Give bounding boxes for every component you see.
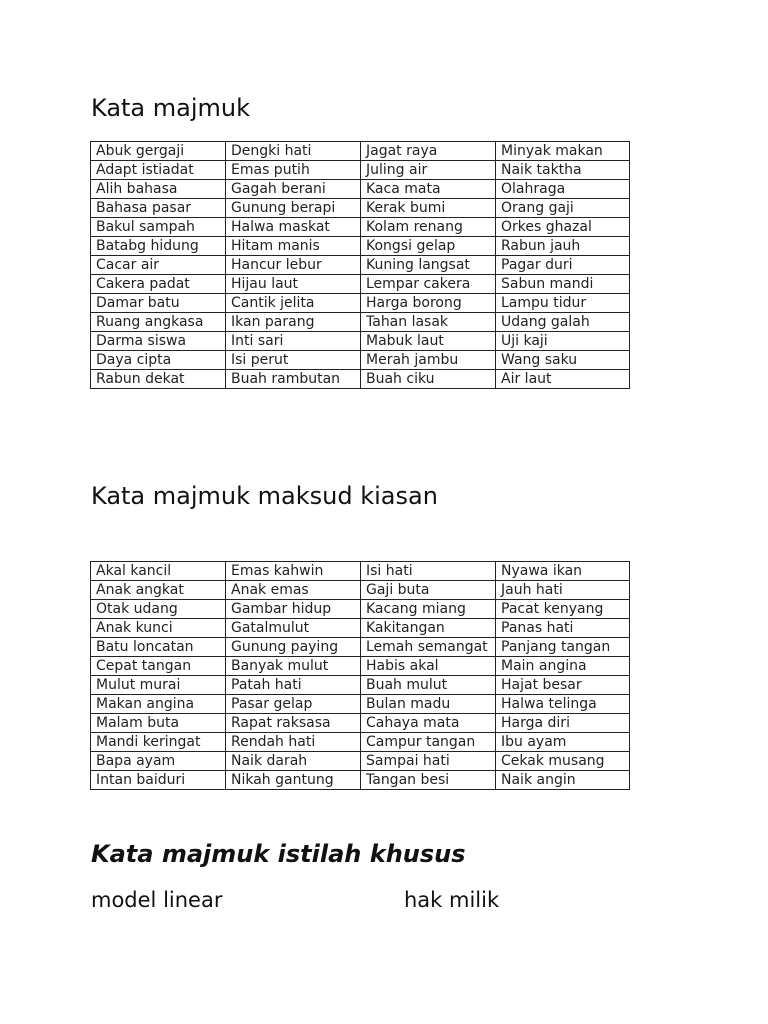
table-cell: Akal kancil <box>91 562 226 581</box>
table-cell: Harga diri <box>496 714 630 733</box>
table-row <box>91 714 630 733</box>
table-cell: Orang gaji <box>496 199 630 218</box>
table-cell: Alih bahasa <box>91 180 226 199</box>
table-cell: Damar batu <box>91 294 226 313</box>
table-cell: Mulut murai <box>91 676 226 695</box>
table-row <box>91 752 630 771</box>
table-cell: Anak emas <box>226 581 361 600</box>
table-cell: Bakul sampah <box>91 218 226 237</box>
table-cell: Gatalmulut <box>226 619 361 638</box>
table-row <box>91 161 630 180</box>
table-cell: Nikah gantung <box>226 771 361 790</box>
table-cell: Juling air <box>361 161 496 180</box>
table-row <box>91 256 630 275</box>
table-cell: Ikan parang <box>226 313 361 332</box>
table-cell: Campur tangan <box>361 733 496 752</box>
table-cell: Rendah hati <box>226 733 361 752</box>
table-cell: Isi perut <box>226 351 361 370</box>
table-cell: Bapa ayam <box>91 752 226 771</box>
table-cell: Banyak mulut <box>226 657 361 676</box>
table-cell: Inti sari <box>226 332 361 351</box>
table-cell: Naik angin <box>496 771 630 790</box>
table-row <box>91 332 630 351</box>
table-cell: Patah hati <box>226 676 361 695</box>
table-cell: Rapat raksasa <box>226 714 361 733</box>
table-cell: Mandi keringat <box>91 733 226 752</box>
table-row <box>91 218 630 237</box>
table-cell: Nyawa ikan <box>496 562 630 581</box>
table-cell: Hancur lebur <box>226 256 361 275</box>
table-row <box>91 695 630 714</box>
table-row <box>91 638 630 657</box>
table-cell: Main angina <box>496 657 630 676</box>
table-row <box>91 619 630 638</box>
table-cell: Olahraga <box>496 180 630 199</box>
table-cell: Uji kaji <box>496 332 630 351</box>
table-cell: Halwa maskat <box>226 218 361 237</box>
table-cell: Pacat kenyang <box>496 600 630 619</box>
table-row <box>91 294 630 313</box>
table-cell: Hajat besar <box>496 676 630 695</box>
table-cell: Panjang tangan <box>496 638 630 657</box>
section-title-istilah-khusus: Kata majmuk istilah khusus <box>91 840 466 868</box>
table-cell: Wang saku <box>496 351 630 370</box>
table-cell: Emas putih <box>226 161 361 180</box>
table-cell: Cakera padat <box>91 275 226 294</box>
table-cell: Ibu ayam <box>496 733 630 752</box>
table-cell: Bahasa pasar <box>91 199 226 218</box>
table-cell: Sabun mandi <box>496 275 630 294</box>
table-cell: Anak angkat <box>91 581 226 600</box>
table-cell: Cekak musang <box>496 752 630 771</box>
table-cell: Daya cipta <box>91 351 226 370</box>
table-row <box>91 657 630 676</box>
table-cell: Orkes ghazal <box>496 218 630 237</box>
section-title-kata-majmuk-kiasan: Kata majmuk maksud kiasan <box>91 482 438 510</box>
table-row <box>91 562 630 581</box>
table-cell: Adapt istiadat <box>91 161 226 180</box>
table-cell: Lempar cakera <box>361 275 496 294</box>
table-cell: Buah mulut <box>361 676 496 695</box>
table-cell: Sampai hati <box>361 752 496 771</box>
table-cell: Cahaya mata <box>361 714 496 733</box>
kata-majmuk-kiasan-table <box>90 561 630 790</box>
table-cell: Air laut <box>496 370 630 389</box>
table-cell: Lampu tidur <box>496 294 630 313</box>
table-row <box>91 199 630 218</box>
table-cell: Kakitangan <box>361 619 496 638</box>
table-cell: Udang galah <box>496 313 630 332</box>
table-cell: Kaca mata <box>361 180 496 199</box>
table-cell: Gaji buta <box>361 581 496 600</box>
table-cell: Habis akal <box>361 657 496 676</box>
table-cell: Pasar gelap <box>226 695 361 714</box>
table-cell: Isi hati <box>361 562 496 581</box>
table-cell: Kolam renang <box>361 218 496 237</box>
table-cell: Darma siswa <box>91 332 226 351</box>
table-cell: Kacang miang <box>361 600 496 619</box>
table-cell: Hijau laut <box>226 275 361 294</box>
table-cell: Naik darah <box>226 752 361 771</box>
table-cell: Tangan besi <box>361 771 496 790</box>
table-cell: Harga borong <box>361 294 496 313</box>
table-cell: Batu loncatan <box>91 638 226 657</box>
table-cell: Dengki hati <box>226 142 361 161</box>
table-row <box>91 180 630 199</box>
table-row <box>91 733 630 752</box>
table-row <box>91 237 630 256</box>
table-cell: Panas hati <box>496 619 630 638</box>
table-cell: Kerak bumi <box>361 199 496 218</box>
table-cell: Emas kahwin <box>226 562 361 581</box>
table-cell: Mabuk laut <box>361 332 496 351</box>
table-cell: Intan baiduri <box>91 771 226 790</box>
table-cell: Gambar hidup <box>226 600 361 619</box>
table-row <box>91 142 630 161</box>
table-cell: Pagar duri <box>496 256 630 275</box>
table-cell: Lemah semangat <box>361 638 496 657</box>
table-cell: Kongsi gelap <box>361 237 496 256</box>
istilah-item: model linear <box>91 888 223 912</box>
table-cell: Jagat raya <box>361 142 496 161</box>
table-row <box>91 370 630 389</box>
table-cell: Tahan lasak <box>361 313 496 332</box>
table-cell: Buah rambutan <box>226 370 361 389</box>
table-cell: Malam buta <box>91 714 226 733</box>
table-cell: Cantik jelita <box>226 294 361 313</box>
table-cell: Anak kunci <box>91 619 226 638</box>
table-cell: Abuk gergaji <box>91 142 226 161</box>
table-cell: Hitam manis <box>226 237 361 256</box>
section-title-kata-majmuk: Kata majmuk <box>91 94 251 122</box>
table-cell: Halwa telinga <box>496 695 630 714</box>
table-cell: Bulan madu <box>361 695 496 714</box>
table-row <box>91 581 630 600</box>
table-cell: Jauh hati <box>496 581 630 600</box>
table-row <box>91 771 630 790</box>
istilah-item: hak milik <box>404 888 500 912</box>
table-row <box>91 600 630 619</box>
table-cell: Rabun dekat <box>91 370 226 389</box>
table-cell: Cepat tangan <box>91 657 226 676</box>
table-cell: Kuning langsat <box>361 256 496 275</box>
table-cell: Minyak makan <box>496 142 630 161</box>
table-cell: Batabg hidung <box>91 237 226 256</box>
table-cell: Rabun jauh <box>496 237 630 256</box>
table-cell: Otak udang <box>91 600 226 619</box>
table-cell: Merah jambu <box>361 351 496 370</box>
table-row <box>91 351 630 370</box>
table-cell: Naik taktha <box>496 161 630 180</box>
table-row <box>91 676 630 695</box>
table-row <box>91 275 630 294</box>
kata-majmuk-table <box>90 141 630 389</box>
table-cell: Cacar air <box>91 256 226 275</box>
table-cell: Gunung berapi <box>226 199 361 218</box>
table-cell: Gunung paying <box>226 638 361 657</box>
table-row <box>91 313 630 332</box>
table-cell: Makan angina <box>91 695 226 714</box>
table-cell: Buah ciku <box>361 370 496 389</box>
table-cell: Gagah berani <box>226 180 361 199</box>
table-cell: Ruang angkasa <box>91 313 226 332</box>
